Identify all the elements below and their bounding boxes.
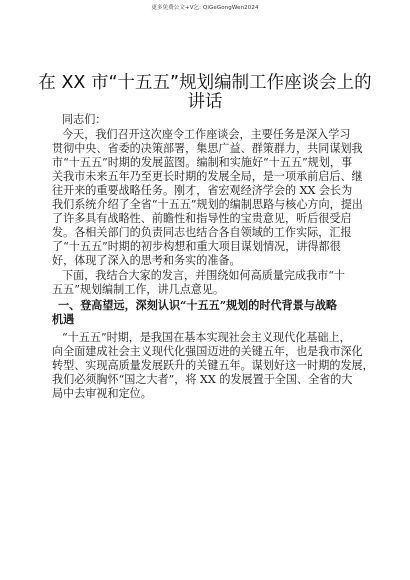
paragraph-line: “十五五”时期，是我国在基本实现社会主义现代化基础上， [62,331,351,344]
paragraph-line: 局中去审视和定位。 [52,387,152,400]
paragraph-line: 下面，我结合大家的发言，并围绕如何高质量完成我市“十 [62,269,346,282]
paragraph-line: 五五”规划编制工作，讲几点意见。 [52,283,225,296]
paragraph-line: 发。各相关部门的负责同志也结合各自领域的工作实际，汇报 [52,226,352,239]
paragraph-line: 了许多具有战略性、前瞻性和指导性的宝贵意见，听后很受启 [52,212,352,225]
document-title-line-2: 讲话 [187,92,223,112]
paragraph-line: 我们必须胸怀“国之大者”，将 XX 的发展置于全国、全省的大 [52,373,353,386]
paragraph-line: 关我市未来五年乃至更长时期的发展全局，是一项承前启后、继 [52,170,363,183]
section-heading-line-1: 一、登高望远，深刻认识“十五五”规划的时代背景与战略 [58,299,338,312]
paragraph-line: 转型、实现高质量发展跃升的关键五年。谋划好这一时期的发展， [52,359,374,372]
paragraph-line: 市“十五五”时期的发展蓝图。编制和实施好“十五五”规划，事 [52,156,353,169]
paragraph-line: 了“十五五”时期的初步构想和重大项目谋划情况，讲得都很 [52,240,341,253]
paragraph-line: 贯彻中央、省委的决策部署，集思广益、群策群力，共同谋划我 [52,142,363,155]
paragraph-line: 往开来的重要战略任务。刚才，省宏观经济学会的 XX 会长为 [52,184,353,197]
paragraph-line: 今天，我们召开这次座令工作座谈会，主要任务是深入学习 [62,128,351,141]
paragraph-line: 向全面建成社会主义现代化强国迈进的关键五年，也是我市深化 [52,345,363,358]
document-title-line-1: 在 XX 市“十五五”规划编制工作座谈会上的 [38,73,372,93]
paragraph-line: 好，体现了深入的思考和务实的准备。 [52,254,241,267]
paragraph-line: 我们系统介绍了全省“十五五”规划的编制思路与核心方向，提出 [52,198,363,211]
page-header-note: 更多免费公文+V乞: QiGeGongWen2024 [151,5,259,11]
greeting: 同志们： [62,113,107,126]
section-heading-line-2: 机遇 [52,313,75,326]
